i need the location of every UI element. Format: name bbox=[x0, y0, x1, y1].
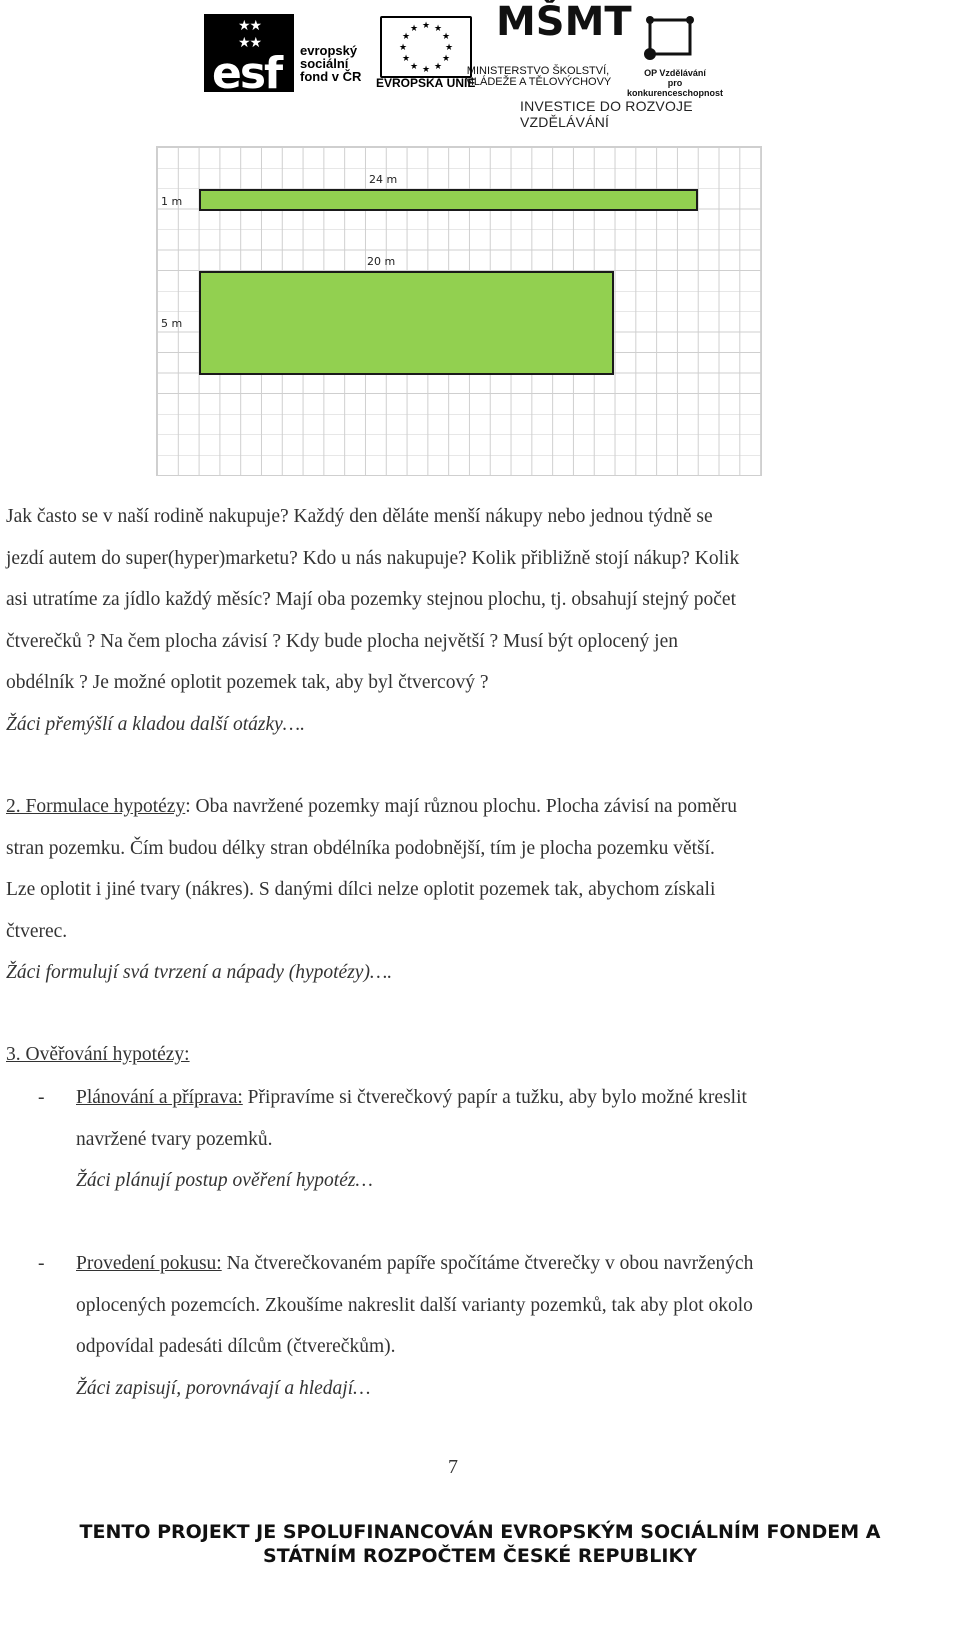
svg-text:★: ★ bbox=[401, 53, 411, 63]
esf-caption bbox=[300, 44, 361, 83]
op-logo-icon bbox=[640, 12, 696, 64]
paragraph-questions bbox=[6, 496, 916, 745]
italic-note: Žáci zapisují, porovnávají a hledají… bbox=[76, 1377, 371, 1399]
list-item-experiment bbox=[76, 1243, 916, 1409]
text-line: čtverečků ? Na čem plocha závisí ? Kdy bude plocha největší ? Musí být oplocený jen bbox=[6, 630, 678, 652]
svg-text:★: ★ bbox=[409, 23, 419, 33]
italic-note: Žáci plánují postup ověření hypotéz… bbox=[76, 1170, 373, 1191]
rect2-width-label: 20 m bbox=[367, 255, 396, 268]
text-line: obdélník ? Je možné oplotit pozemek tak, aby byl čtvercový ? bbox=[6, 672, 489, 693]
text-line bbox=[76, 1243, 916, 1285]
stars-icon: ★★ ★★ bbox=[238, 19, 262, 51]
text-line: odpovídal padesáti dílcům (čtverečkům). bbox=[76, 1336, 396, 1357]
text-span: Připravíme si čtverečkový papír a tužku, aby bylo možné kreslit bbox=[242, 1087, 747, 1108]
text-span: : Oba navržené pozemky mají různou plochu. Plocha závisí na poměru bbox=[185, 796, 738, 817]
footer bbox=[0, 1520, 960, 1568]
text-line: jezdí autem do super(hyper)marketu? Kdo u nás nakupuje? Kolik přibližně stojí nákup? Kolik bbox=[6, 547, 740, 569]
paragraph-hypothesis bbox=[6, 786, 916, 994]
text-line: Lze oplotit i jiné tvary (nákres). S danými dílci nelze oplotit pozemek tak, abychom získali bbox=[6, 879, 716, 900]
italic-note: Žáci formulují svá tvrzení a nápady (hypotézy)…. bbox=[6, 962, 393, 983]
esf-caption-line: fond v ČR bbox=[300, 69, 362, 84]
text-line bbox=[76, 1077, 916, 1119]
msmt-caption-line: MINISTERSTVO ŠKOLSTVÍ, bbox=[466, 65, 610, 77]
rect2-height-label: 5 m bbox=[161, 317, 183, 330]
rectangle-20x5 bbox=[199, 271, 614, 375]
section-3-heading bbox=[6, 1034, 916, 1076]
op-caption-line: pro konkurenceschopnost bbox=[626, 78, 724, 98]
header-logos bbox=[200, 0, 770, 130]
text-line: navržené tvary pozemků. bbox=[76, 1128, 273, 1150]
svg-text:★: ★ bbox=[433, 61, 443, 71]
svg-text:★: ★ bbox=[401, 31, 411, 41]
text-line: Jak často se v naší rodině nakupuje? Každý den děláte menší nákupy nebo jednou týdně se bbox=[6, 506, 713, 527]
section-heading: 2. Formulace hypotézy bbox=[6, 796, 186, 817]
investice-slogan: INVESTICE DO ROZVOJE VZDĚLÁVÁNÍ bbox=[520, 98, 693, 130]
italic-note: Žáci přemýšlí a kladou další otázky…. bbox=[6, 713, 305, 735]
svg-text:★: ★ bbox=[444, 42, 454, 52]
list-item-planning bbox=[76, 1077, 916, 1202]
rect1-width-label: 24 m bbox=[369, 173, 398, 186]
svg-text:★: ★ bbox=[409, 61, 419, 71]
section-heading: 3. Ověřování hypotézy: bbox=[6, 1044, 190, 1065]
msmt-caption-line: MLÁDEŽE A TĚLOVÝCHOVY bbox=[464, 76, 612, 88]
esf-caption-line: evropský bbox=[300, 43, 358, 58]
item-label: Plánování a příprava: bbox=[76, 1087, 243, 1108]
svg-text:★: ★ bbox=[441, 31, 451, 41]
text-line: čtverec. bbox=[6, 920, 68, 942]
msmt-logo: MŠMT bbox=[496, 0, 632, 45]
eu-label: EVROPSKÁ UNIE bbox=[376, 76, 476, 90]
op-caption bbox=[620, 68, 730, 98]
rect1-height-label: 1 m bbox=[161, 195, 183, 208]
svg-text:★: ★ bbox=[421, 64, 431, 74]
text-line: stran pozemku. Čím budou délky stran obdélníka podobnější, tím je plocha pozemku větší. bbox=[6, 837, 715, 859]
text-span: Na čtverečkovaném papíře spočítáme čtverečky v obou navržených bbox=[221, 1253, 754, 1274]
rectangle-24x1 bbox=[199, 189, 698, 211]
text-line: oplocených pozemcích. Zkoušíme nakreslit další varianty pozemků, tak aby plot okolo bbox=[76, 1294, 753, 1316]
page-number: 7 bbox=[448, 1456, 458, 1478]
esf-logo-text: esf bbox=[212, 48, 282, 99]
text-line: asi utratíme za jídlo každý měsíc? Mají oba pozemky stejnou plochu, tj. obsahují stejný počet bbox=[6, 589, 736, 610]
esf-caption-line: sociální bbox=[300, 56, 349, 71]
footer-line: TENTO PROJEKT JE SPOLUFINANCOVÁN EVROPSKÝM SOCIÁLNÍM FONDEM A bbox=[79, 1521, 881, 1543]
svg-text:★: ★ bbox=[441, 53, 451, 63]
text-line bbox=[6, 786, 916, 828]
svg-text:★: ★ bbox=[433, 23, 443, 33]
list-dash: - bbox=[38, 1253, 45, 1274]
footer-line: STÁTNÍM ROZPOČTEM ČESKÉ REPUBLIKY bbox=[263, 1545, 697, 1567]
item-label: Provedení pokusu: bbox=[76, 1253, 222, 1274]
esf-logo bbox=[204, 14, 294, 99]
grid-figure bbox=[156, 146, 762, 476]
op-caption-line: OP Vzdělávání bbox=[644, 68, 706, 78]
list-dash: - bbox=[38, 1087, 45, 1108]
svg-text:★: ★ bbox=[421, 20, 431, 30]
msmt-caption bbox=[458, 66, 618, 88]
svg-text:★: ★ bbox=[398, 42, 408, 52]
